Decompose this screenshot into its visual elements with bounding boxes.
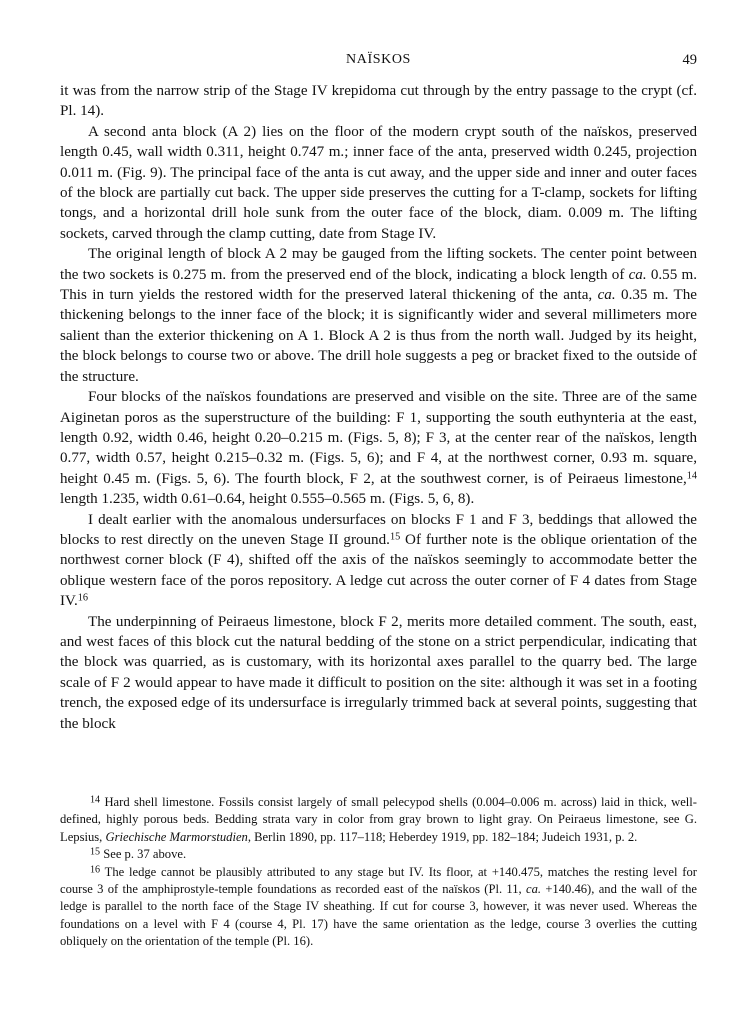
footnote-ref-15[interactable]: 15 [389,531,401,543]
footnote-text-a: Hard shell limestone. Fossils consist largely of small pelecypod shells (0.004–0.006 m. across) laid in thick, well-defined, highly porous beds. Bedding strata vary in color from gray brown to light gray. On Peiraeus limestone, see G. Lepsius, [60,795,697,844]
paragraph-6: The underpinning of Peiraeus limestone, block F 2, merits more detailed comment. The south, east, and west faces of this block cut the natural bedding of the stone on a strict perpendicular, indicating that the block was quarried, as is customary, with its horizontal axes parallel to the quarry bed. The large scale of F 2 would appear to have made it difficult to position on the site: although it was set in a footing trench, the exposed edge of its undersurface is irregularly trimmed back at several points, suggesting that the block [60,613,697,732]
footnote-text-b: , Berlin 1890, pp. 117–118; Heberdey 1919, pp. 182–184; Judeich 1931, p. 2. [247,829,638,844]
footnote-16 [60,864,697,951]
paragraph-1: it was from the narrow strip of the Stage IV krepidoma cut through by the entry passage to the crypt (cf. Pl. 14). [60,83,697,120]
body-text [60,81,697,734]
paragraph-5 [60,510,697,612]
paragraph-4-text-b: length 1.235, width 0.61–0.64, height 0.555–0.565 m. (Figs. 5, 6, 8). [60,491,475,508]
footnote-15 [60,846,697,863]
page-number: 49 [682,52,697,68]
paragraph-4-text-a: Four blocks of the naïskos foundations are preserved and visible on the site. Three are of the same Aiginetan poros as the superstructure of the building: F 1, supporting the south euthynteria at the east, length 0.92, width 0.46, height 0.20–0.215 m. (Figs. 5, 8); F 3, at the center rear of the naïskos, length 0.77, width 0.57, height 0.215–0.32 m. (Figs. 5, 6); and F 4, at the northwest corner, 0.93 m. square, height 0.45 m. (Figs. 5, 6). The fourth block, F 2, at the southwest corner, is of Peiraeus limestone, [60,389,697,487]
paragraph-3-text-b: 0.55 m. This in turn yields the restored width for the preserved lateral thickening of the anta, [60,266,697,304]
footnote-mark: 16 [90,864,101,876]
footnote-mark: 14 [90,794,101,806]
footnote-text-a: The ledge cannot be plausibly attributed to any stage but IV. Its floor, at +140.475, matches the resting level for course 3 of the amphiprostyle-temple foundations as recorded east of the naïskos (Pl. 11, [60,864,697,897]
paragraph-5-text-b: Of further note is the oblique orientation of the northwest corner block (F 4), shifted off the axis of the naïskos seemingly to accommodate better the oblique western face of the poros repository. A ledge cut across the outer corner of F 4 dates from Stage IV. [60,531,697,610]
paragraph-3-text-a: The original length of block A 2 may be gauged from the lifting sockets. The center point between the two sockets is 0.275 m. from the preserved end of the block, indicating a block length of [60,246,697,283]
paragraph-5-text-a: I dealt earlier with the anomalous undersurfaces on blocks F 1 and F 3, beddings that allowed the blocks to rest directly on the uneven Stage II ground. [60,511,697,548]
footnote-italic-ca: ca. [525,882,542,897]
paragraph-3-italic-ca-1: ca. [628,266,647,283]
footnote-text-b: +140.46), and the wall of the ledge is parallel to the north face of the Stage IV sheathing. If cut for course 3, however, it was never used. Whereas the foundations on a level with F 4 (course 4, Pl. 17) have the same orientation as the ledge, course 3 overlies the cutting obliquely on the orientation of the temple (Pl. 16). [60,882,697,949]
footnote-mark: 15 [90,846,101,858]
paragraph-3-text-c: 0.35 m. The thickening belongs to the inner face of the block; it is significantly wider and several millimeters more salient than the exterior thickening on A 1. Block A 2 is thus from the north wall. Judged by its height, the block belongs to course two or above. The drill hole suggests a peg or bracket fixed to the outside of the structure. [60,287,697,385]
footnote-14 [60,794,697,846]
footnote-text-a: See p. 37 above. [100,847,187,862]
running-title: NAÏSKOS [346,52,411,67]
paragraph-3-italic-ca-2: ca. [597,287,616,304]
paragraph-3 [60,244,697,387]
paragraph-4 [60,387,697,509]
footnote-italic-title: Griechische Marmorstudien [105,829,248,844]
paragraph-2: A second anta block (A 2) lies on the floor of the modern crypt south of the naïskos, preserved length 0.45, wall width 0.311, height 0.747 m.; inner face of the anta, preserved width 0.245, projection 0.011 m. (Fig. 9). The principal face of the anta is cut away, and the upper side and inner and outer faces of the block are partially cut back. The upper side preserves the cutting for a T-clamp, sockets for lifting tongs, and a horizontal drill hole sunk from the outer face of the block, diam. 0.009 m. The lifting sockets, carved through the clamp cutting, date from Stage IV. [60,123,697,242]
footnotes [60,794,697,951]
running-head [60,52,697,72]
footnote-ref-16[interactable]: 16 [77,592,89,604]
footnote-ref-14[interactable]: 14 [686,470,697,482]
